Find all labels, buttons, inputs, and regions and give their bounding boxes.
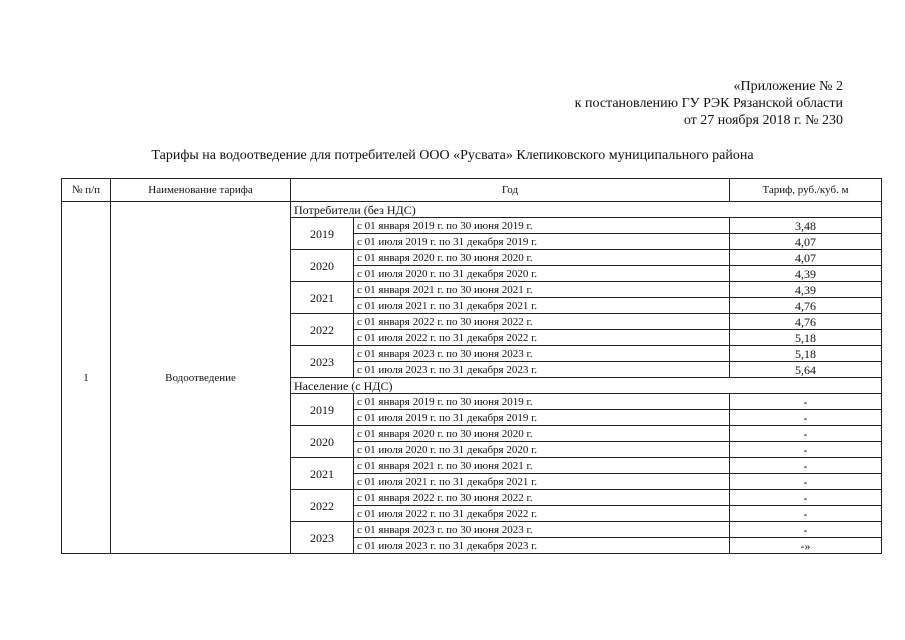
period-cell: с 01 июля 2022 г. по 31 декабря 2022 г.: [354, 330, 730, 346]
tariff-value-cell: 4,07: [730, 250, 882, 266]
tariff-value-cell: -: [730, 490, 882, 506]
row-number: 1: [62, 202, 111, 554]
year-cell: 2020: [291, 426, 354, 458]
period-cell: с 01 января 2021 г. по 30 июня 2021 г.: [354, 458, 730, 474]
period-cell: с 01 июля 2021 г. по 31 декабря 2021 г.: [354, 298, 730, 314]
period-cell: с 01 июля 2020 г. по 31 декабря 2020 г.: [354, 266, 730, 282]
period-cell: с 01 января 2022 г. по 30 июня 2022 г.: [354, 490, 730, 506]
period-cell: с 01 января 2023 г. по 30 июня 2023 г.: [354, 346, 730, 362]
tariff-table-body: [62, 202, 882, 554]
tariff-value-cell: -: [730, 506, 882, 522]
tariff-value-cell: -: [730, 394, 882, 410]
tariff-value-cell: -»: [730, 538, 882, 554]
year-cell: 2020: [291, 250, 354, 282]
document-title: Тарифы на водоотведение для потребителей ООО «Русвата» Клепиковского муниципального района: [151, 148, 754, 163]
column-header-number: № п/п: [62, 179, 111, 202]
period-cell: с 01 июля 2021 г. по 31 декабря 2021 г.: [354, 474, 730, 490]
period-cell: с 01 января 2019 г. по 30 июня 2019 г.: [354, 218, 730, 234]
period-cell: с 01 июля 2022 г. по 31 декабря 2022 г.: [354, 506, 730, 522]
tariff-value-cell: -: [730, 410, 882, 426]
period-cell: с 01 января 2020 г. по 30 июня 2020 г.: [354, 250, 730, 266]
period-cell: с 01 января 2023 г. по 30 июня 2023 г.: [354, 522, 730, 538]
period-cell: с 01 июля 2023 г. по 31 декабря 2023 г.: [354, 362, 730, 378]
tariff-value-cell: 5,64: [730, 362, 882, 378]
tariff-value-cell: 5,18: [730, 330, 882, 346]
period-cell: с 01 января 2019 г. по 30 июня 2019 г.: [354, 394, 730, 410]
consumer-group-label: Потребители (без НДС): [291, 202, 882, 218]
tariff-value-cell: 4,07: [730, 234, 882, 250]
year-cell: 2022: [291, 490, 354, 522]
tariff-value-cell: -: [730, 442, 882, 458]
year-cell: 2023: [291, 522, 354, 554]
period-cell: с 01 июля 2019 г. по 31 декабря 2019 г.: [354, 234, 730, 250]
tariff-name: Водоотведение: [111, 202, 291, 554]
document-header: [575, 78, 843, 129]
tariff-value-cell: -: [730, 522, 882, 538]
year-cell: 2022: [291, 314, 354, 346]
period-cell: с 01 июля 2023 г. по 31 декабря 2023 г.: [354, 538, 730, 554]
year-cell: 2019: [291, 218, 354, 250]
tariff-value-cell: 4,39: [730, 282, 882, 298]
column-header-name: Наименование тарифа: [111, 179, 291, 202]
column-header-tariff: Тариф, руб./куб. м: [730, 179, 882, 202]
group-row: [62, 202, 882, 218]
resolution-reference: к постановлению ГУ РЭК Рязанской области: [574, 96, 843, 111]
tariff-value-cell: -: [730, 426, 882, 442]
tariff-value-cell: 5,18: [730, 346, 882, 362]
column-header-year: Год: [291, 179, 730, 202]
table-header-row: [62, 179, 882, 202]
period-cell: с 01 января 2020 г. по 30 июня 2020 г.: [354, 426, 730, 442]
resolution-date: от 27 ноября 2018 г. № 230: [683, 113, 843, 128]
tariff-value-cell: -: [730, 474, 882, 490]
period-cell: с 01 июля 2020 г. по 31 декабря 2020 г.: [354, 442, 730, 458]
tariff-value-cell: 4,76: [730, 298, 882, 314]
tariff-value-cell: 4,39: [730, 266, 882, 282]
year-cell: 2019: [291, 394, 354, 426]
year-cell: 2021: [291, 282, 354, 314]
tariff-value-cell: 4,76: [730, 314, 882, 330]
tariff-value-cell: 3,48: [730, 218, 882, 234]
year-cell: 2023: [291, 346, 354, 378]
period-cell: с 01 июля 2019 г. по 31 декабря 2019 г.: [354, 410, 730, 426]
tariff-table: [61, 178, 882, 554]
period-cell: с 01 января 2021 г. по 30 июня 2021 г.: [354, 282, 730, 298]
period-cell: с 01 января 2022 г. по 30 июня 2022 г.: [354, 314, 730, 330]
consumer-group-label: Население (с НДС): [291, 378, 882, 394]
year-cell: 2021: [291, 458, 354, 490]
appendix-number: «Приложение № 2: [733, 79, 843, 94]
tariff-value-cell: -: [730, 458, 882, 474]
